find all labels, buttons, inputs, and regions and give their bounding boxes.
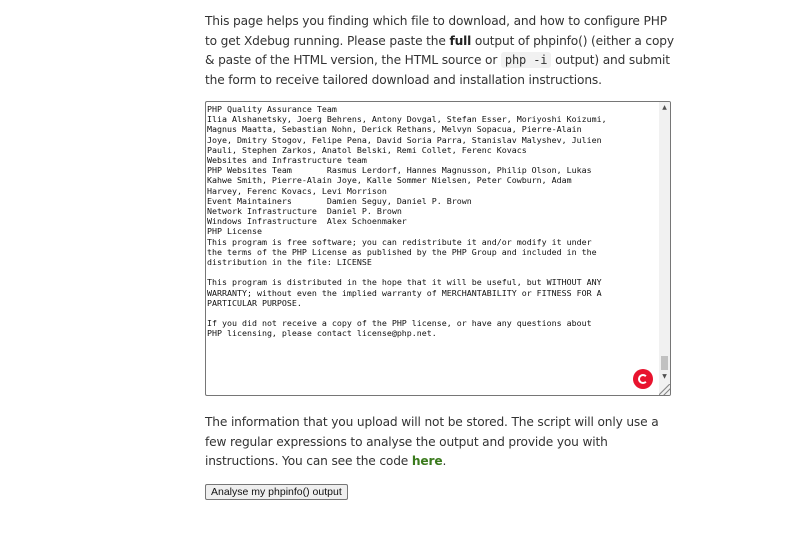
textarea-scrollbar[interactable]: [659, 102, 670, 395]
phpinfo-textarea-container[interactable]: [205, 101, 671, 396]
intro-text-1: This page helps you finding which file to download, and how to configure PHP to get Xdebug running. Please paste the: [205, 14, 667, 48]
outro-end: .: [442, 454, 447, 468]
resize-handle-icon[interactable]: [659, 384, 670, 395]
triangle-down-icon[interactable]: ▼: [662, 373, 667, 380]
scrollbar-thumb[interactable]: [661, 356, 668, 370]
analyse-phpinfo-button[interactable]: Analyse my phpinfo() output: [205, 484, 348, 500]
grammarly-icon[interactable]: [633, 369, 653, 389]
triangle-up-icon[interactable]: ▲: [662, 104, 667, 111]
intro-code-php-i: php -i: [501, 52, 551, 68]
outro-text: The information that you upload will not be stored. The script will only use a few regular expressions to analyse the output and provide you with instructions. You can see the code: [205, 415, 659, 468]
intro-paragraph: [205, 12, 675, 90]
main-content: [205, 12, 675, 90]
outro-paragraph: [205, 413, 675, 472]
intro-bold-full: full: [449, 33, 472, 48]
intro-text-2: output of phpinfo() (either a copy & paste of the HTML version, the HTML source or: [205, 33, 674, 67]
intro-text-3: output) and submit the form to receive tailored download and installation instructions.: [205, 53, 670, 87]
code-here-link[interactable]: here: [411, 454, 443, 468]
phpinfo-textarea[interactable]: PHP Quality Assurance Team Ilia Alshanetsky, Joerg Behrens, Antony Dovgal, Stefan Esser, Moriyoshi Koizumi, Magnus Maatta, Sebastian Nohn, Derick Rethans, Melvyn Sopacua, Pierre-Alain Joye, Dmitry Stogov, Felipe Pena, David Soria Parra, Stanislav Malyshev, Julien Pauli, Stephen Zarkos, Anatol Belski, Remi Collet, Ferenc Kovacs Websites and Infrastructure team PHP Websites Team Rasmus Lerdorf, Hannes Magnusson, Philip Olson, Lukas Kahwe Smith, Pierre-Alain Joye, Kalle Sommer Nielsen, Peter Cowburn, Adam Harvey, Ferenc Kovacs, Levi Morrison Event Maintainers Damien Seguy, Daniel P. Brown Network Infrastructure Daniel P. Brown Windows Infrastructure Alex Schoenmaker PHP License This program is free software; you can redistribute it and/or modify it under the terms of the PHP License as published by the PHP Group and included in the distribution in the file: LICENSE This program is distributed in the hope that it will be useful, but WITHOUT ANY WARRANTY; without even the implied warranty of MERCHANTABILITY or FITNESS FOR A PARTICULAR PURPOSE. If you did not receive a copy of the PHP license, or have any questions about PHP licensing, please contact license@php.net.: [207, 104, 607, 339]
